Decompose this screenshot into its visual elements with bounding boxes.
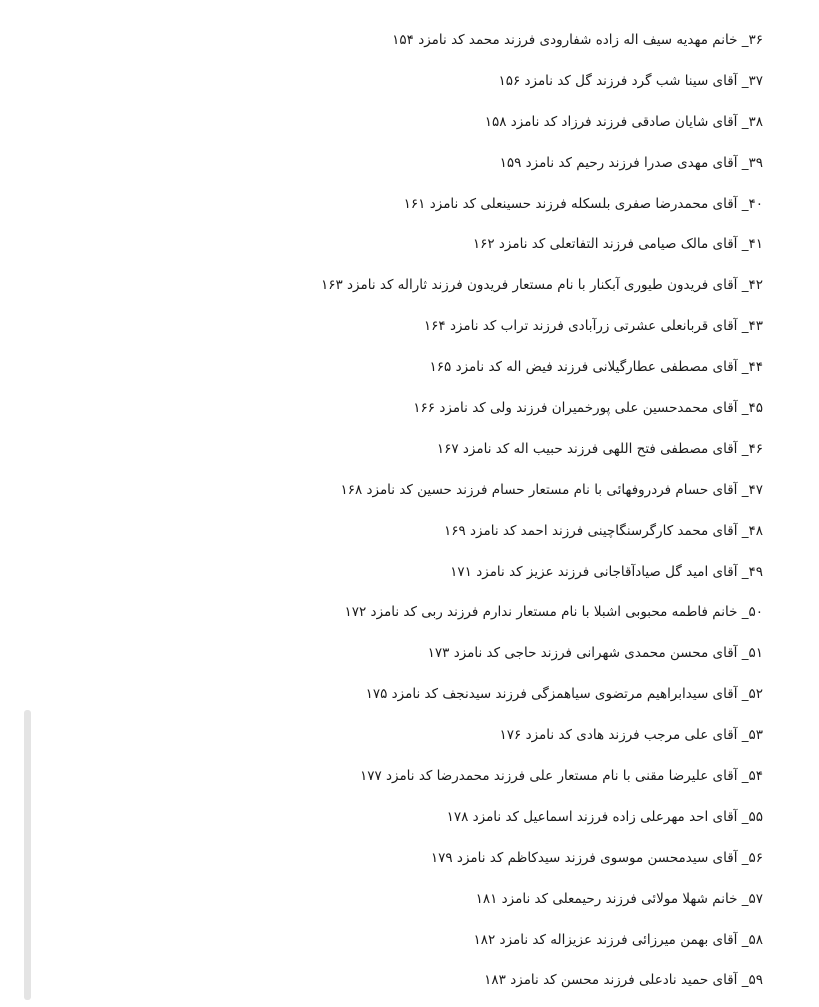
- scrollbar[interactable]: [24, 710, 31, 1000]
- list-item: ۳۸_ آقای شایان صادقی فرزند فرزاد کد نامزد ۱۵۸: [484, 113, 763, 130]
- list-item: ۳۶_ خانم مهدیه سیف اله زاده شفارودی فرزند محمد کد نامزد ۱۵۴: [392, 32, 763, 48]
- list-item: ۵۷_ خانم شهلا مولائی فرزند رحیمعلی کد نامزد ۱۸۱: [475, 890, 763, 907]
- list-item: ۴۴_ آقای مصطفی عطارگیلانی فرزند فیض اله کد نامزد ۱۶۵: [429, 359, 763, 376]
- list-item: ۴۹_ آقای امید گل صیادآقاجانی فرزند عزیز کد نامزد ۱۷۱: [450, 563, 763, 580]
- list-item: ۵۳_ آقای علی مرجب فرزند هادی کد نامزد ۱۷۶: [499, 727, 763, 744]
- list-item: ۵۰_ خانم فاطمه محبوبی اشبلا با نام مستعار ندارم فرزند ربی کد نامزد ۱۷۲: [344, 604, 763, 621]
- list-item: ۴۷_ آقای حسام فردروفهائی با نام مستعار حسام فرزند حسین کد نامزد ۱۶۸: [340, 481, 763, 498]
- list-item: ۵۴_ آقای علیرضا مقنی با نام مستعار علی فرزند محمدرضا کد نامزد ۱۷۷: [359, 768, 763, 785]
- list-item: ۵۲_ آقای سیدابراهیم مرتضوی سیاهمزگی فرزند سیدنجف کد نامزد ۱۷۵: [365, 686, 763, 703]
- list-item: ۵۱_ آقای محسن محمدی شهرانی فرزند حاجی کد نامزد ۱۷۳: [427, 645, 763, 662]
- list-item: ۴۰_ آقای محمدرضا صفری بلسکله فرزند حسینعلی کد نامزد ۱۶۱: [403, 195, 763, 212]
- list-item: ۴۵_ آقای محمدحسین علی پورخمیران فرزند ولی کد نامزد ۱۶۶: [413, 400, 763, 417]
- list-item: ۴۱_ آقای مالک صیامی فرزند التفاتعلی کد نامزد ۱۶۲: [472, 236, 763, 253]
- list-item: ۴۳_ آقای قربانعلی عشرتی زرآبادی فرزند تراب کد نامزد ۱۶۴: [423, 318, 763, 335]
- list-item: ۳۹_ آقای مهدی صدرا فرزند رحیم کد نامزد ۱۵۹: [499, 154, 763, 171]
- list-item: ۵۹_ آقای حمید نادعلی فرزند محسن کد نامزد ۱۸۳: [484, 972, 763, 989]
- list-item: ۴۶_ آقای مصطفی فتح اللهی فرزند حبیب اله کد نامزد ۱۶۷: [436, 440, 763, 457]
- candidate-list: [23, 26, 763, 1007]
- list-item: ۵۶_ آقای سیدمحسن موسوی فرزند سیدکاظم کد نامزد ۱۷۹: [430, 849, 763, 866]
- list-item: ۴۲_ آقای فریدون طیوری آبکنار با نام مستعار فریدون فرزند ثاراله کد نامزد ۱۶۳: [320, 277, 763, 294]
- list-item: ۳۷_ آقای سینا شب گرد فرزند گل کد نامزد ۱۵۶: [498, 72, 763, 89]
- list-item: ۵۵_ آقای احد مهرعلی زاده فرزند اسماعیل کد نامزد ۱۷۸: [446, 808, 763, 825]
- list-item: ۴۸_ آقای محمد کارگرسنگاچینی فرزند احمد کد نامزد ۱۶۹: [443, 522, 763, 539]
- list-item: ۵۸_ آقای بهمن میرزائی فرزند عزیزاله کد نامزد ۱۸۲: [473, 931, 763, 948]
